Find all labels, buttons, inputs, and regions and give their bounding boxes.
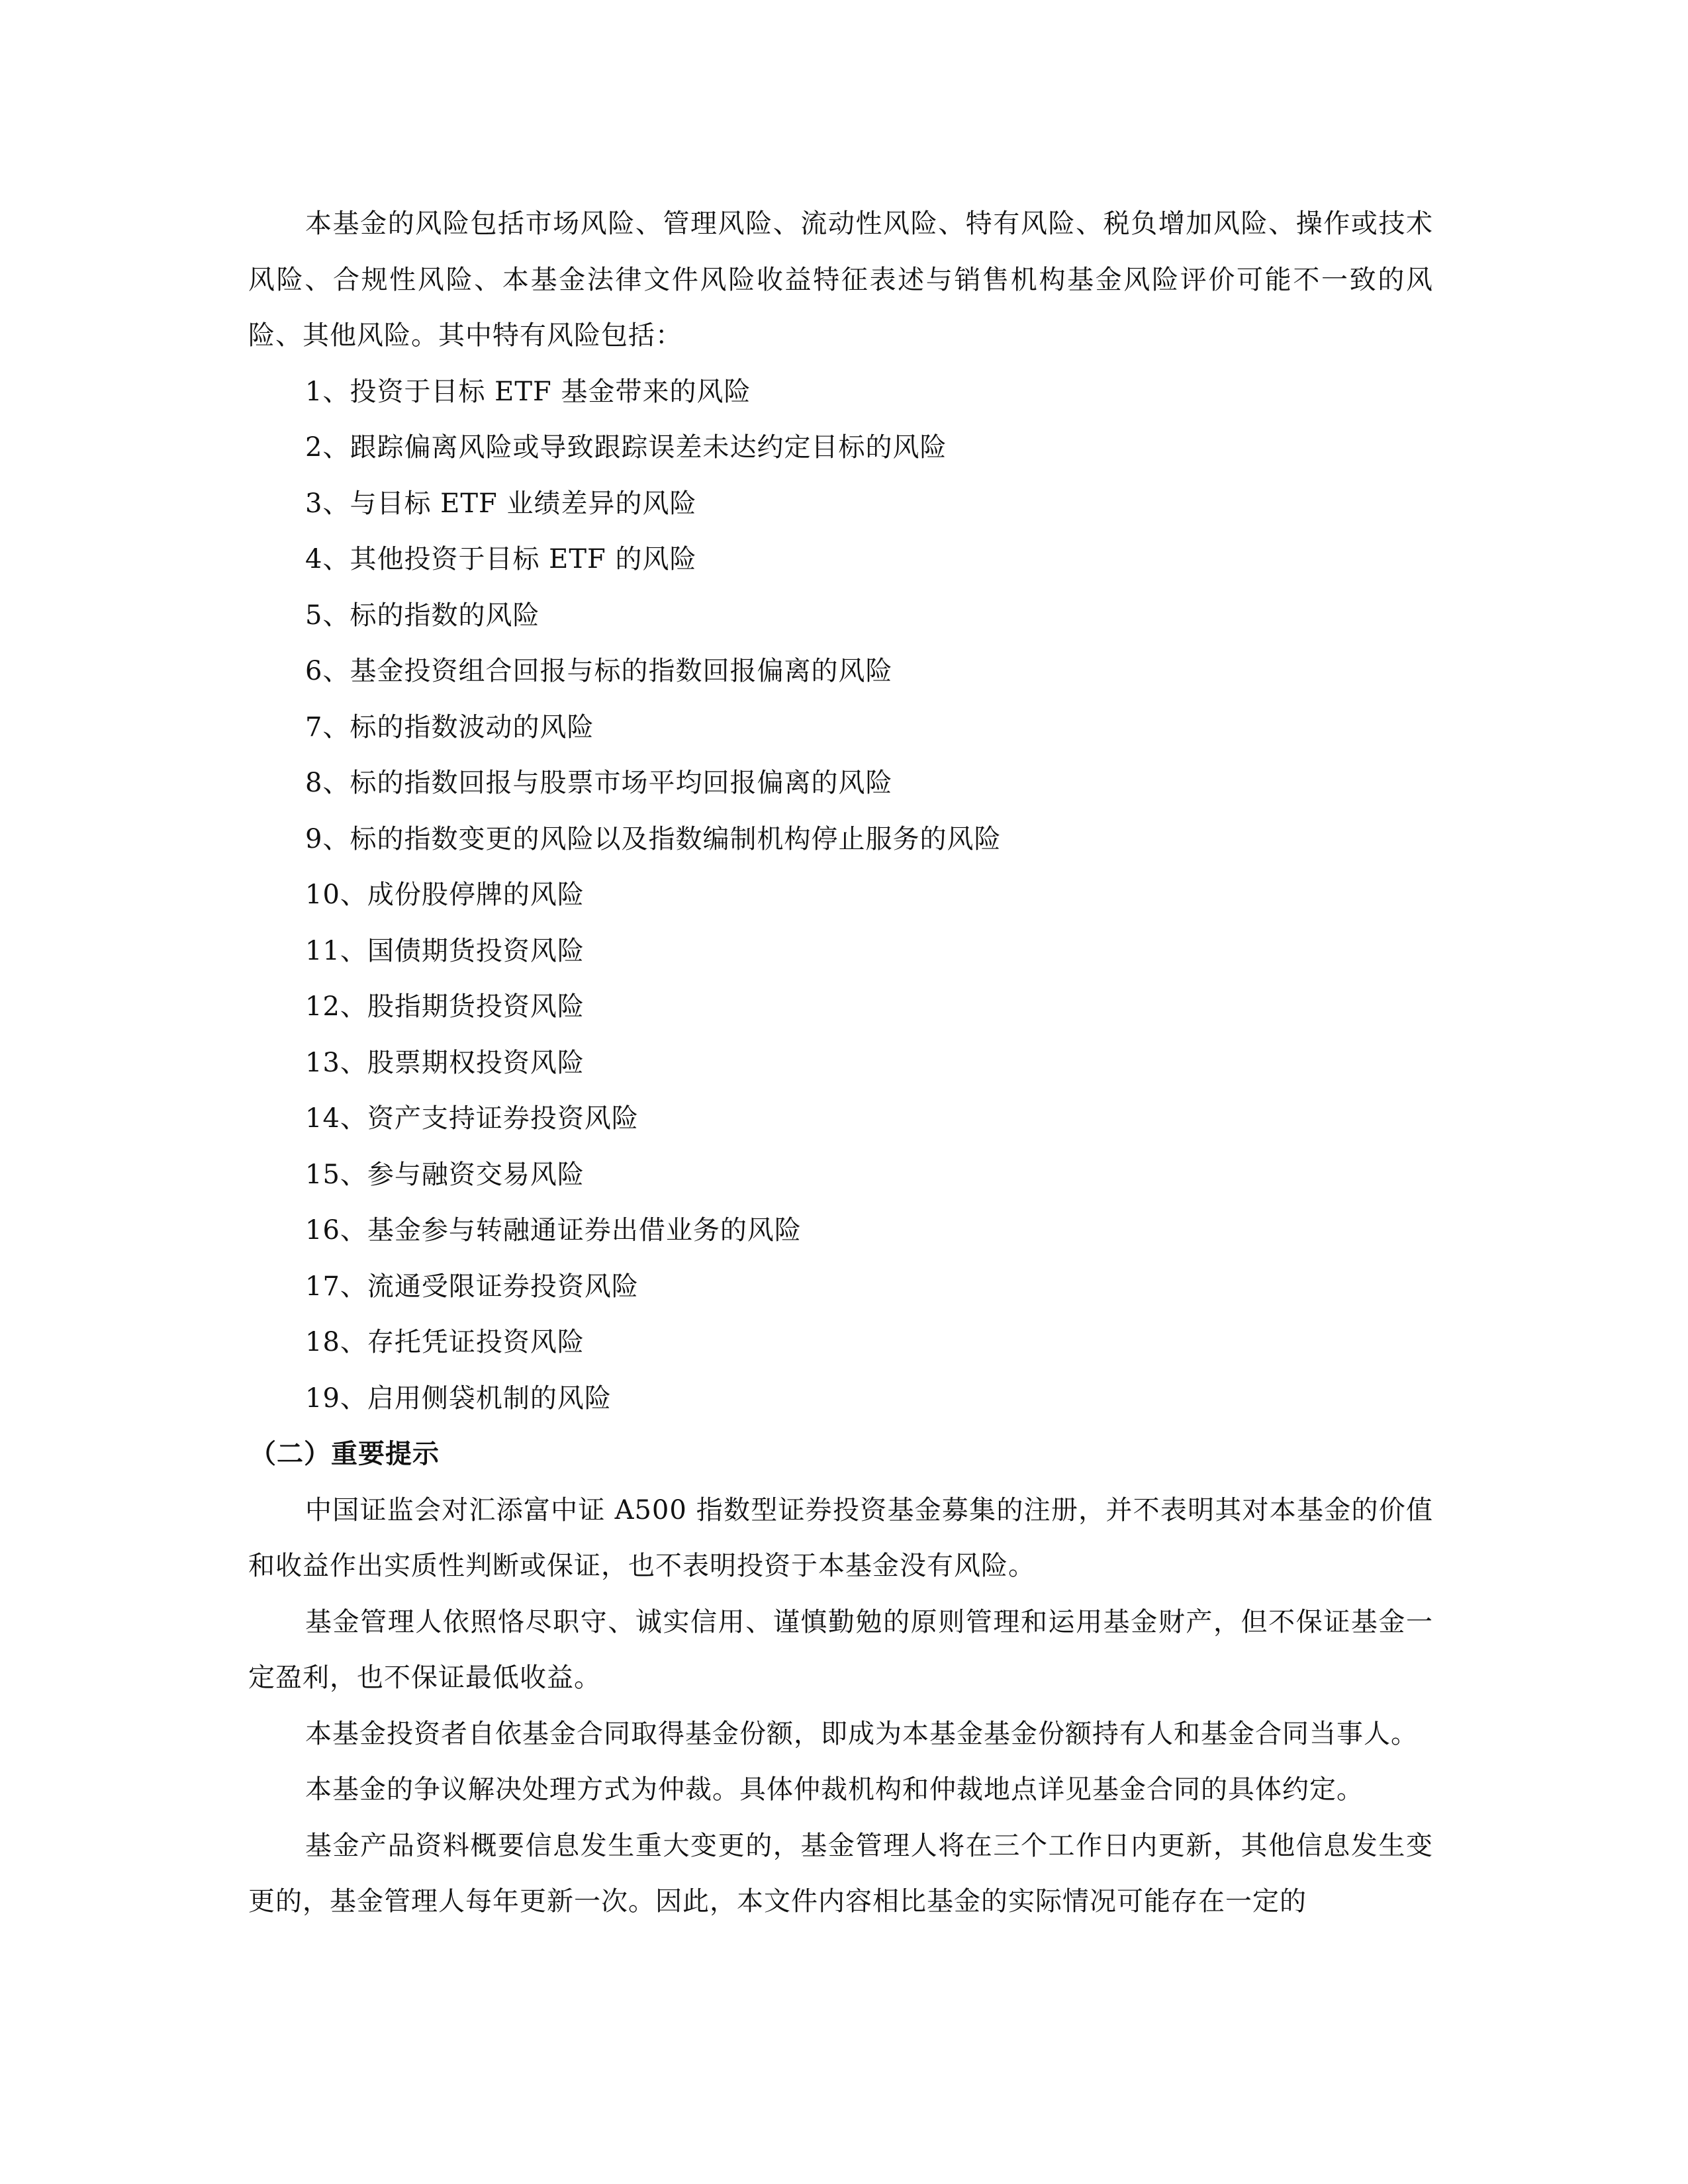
- section-heading-important-notice: （二）重要提示: [250, 1438, 440, 1469]
- risk-item: 11、国债期货投资风险: [305, 935, 585, 966]
- risk-item: 2、跟踪偏离风险或导致跟踪误差未达约定目标的风险: [305, 432, 947, 463]
- notice-paragraph: 本基金的争议解决处理方式为仲裁。具体仲裁机构和仲裁地点详见基金合同的具体约定。: [305, 1774, 1364, 1805]
- document-page: [248, 196, 1433, 1930]
- risk-item: 18、存托凭证投资风险: [305, 1327, 585, 1357]
- special-risk-list: [248, 364, 1433, 1427]
- risk-item: 6、基金投资组合回报与标的指数回报偏离的风险: [305, 656, 893, 686]
- important-notice-list: [248, 1482, 1433, 1930]
- notice-paragraph: 本基金投资者自依基金合同取得基金份额，即成为本基金基金份额持有人和基金合同当事人。: [305, 1718, 1418, 1749]
- risk-item: 17、流通受限证券投资风险: [305, 1271, 639, 1302]
- risk-item: 5、标的指数的风险: [305, 600, 540, 631]
- risk-item: 13、股票期权投资风险: [305, 1047, 585, 1078]
- risk-item: 19、启用侧袋机制的风险: [305, 1383, 612, 1414]
- risk-item: 14、资产支持证券投资风险: [305, 1103, 639, 1134]
- risk-item: 1、投资于目标 ETF 基金带来的风险: [305, 376, 751, 407]
- risk-item: 12、股指期货投资风险: [305, 991, 585, 1022]
- risk-item: 4、其他投资于目标 ETF 的风险: [305, 544, 697, 574]
- notice-paragraph: 中国证监会对汇添富中证 A500 指数型证券投资基金募集的注册，并不表明其对本基金的价值和收益作出实质性判断或保证，也不表明投资于本基金没有风险。: [248, 1494, 1433, 1581]
- risk-item: 15、参与融资交易风险: [305, 1159, 585, 1190]
- notice-paragraph: 基金产品资料概要信息发生重大变更的，基金管理人将在三个工作日内更新，其他信息发生变更的，基金管理人每年更新一次。因此，本文件内容相比基金的实际情况可能存在一定的: [248, 1830, 1433, 1917]
- risk-item: 9、标的指数变更的风险以及指数编制机构停止服务的风险: [305, 823, 1002, 854]
- risk-item: 7、标的指数波动的风险: [305, 711, 594, 743]
- notice-paragraph: 基金管理人依照恪尽职守、诚实信用、谨慎勤勉的原则管理和运用基金财产，但不保证基金一定盈利，也不保证最低收益。: [248, 1606, 1433, 1693]
- risk-item: 10、成份股停牌的风险: [305, 880, 585, 910]
- risk-item: 8、标的指数回报与股票市场平均回报偏离的风险: [305, 768, 893, 798]
- risk-intro-paragraph: 本基金的风险包括市场风险、管理风险、流动性风险、特有风险、税负增加风险、操作或技术风险、合规性风险、本基金法律文件风险收益特征表述与销售机构基金风险评价可能不一致的风险、其他风险。其中特有风险包括：: [248, 208, 1433, 351]
- risk-item: 3、与目标 ETF 业绩差异的风险: [305, 488, 697, 519]
- risk-item: 16、基金参与转融通证券出借业务的风险: [305, 1215, 802, 1246]
